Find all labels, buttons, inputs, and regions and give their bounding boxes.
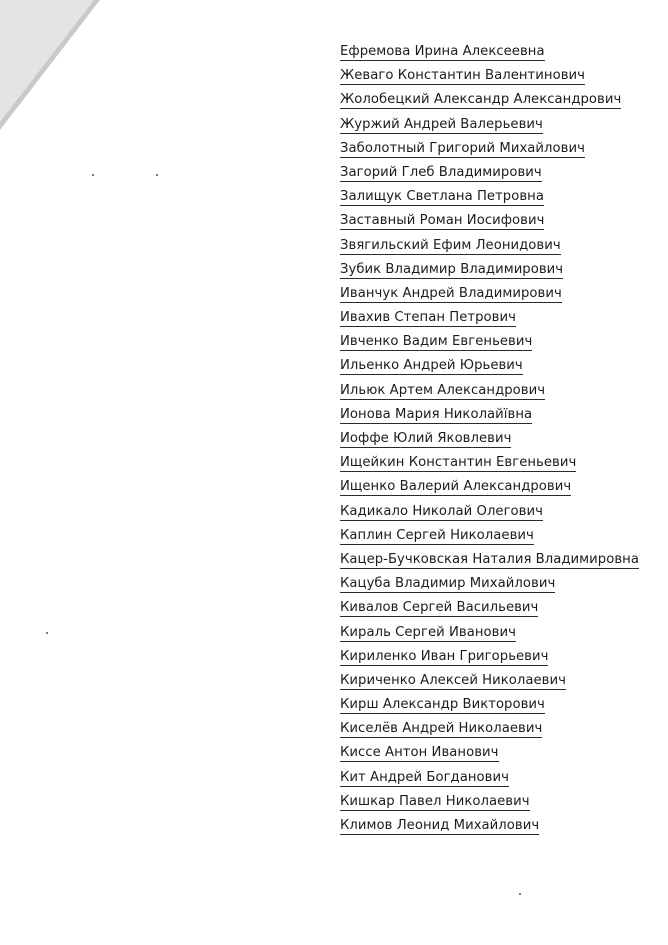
list-item: [340, 475, 639, 499]
name-text: Кадикало Николай Олегович: [340, 503, 543, 519]
list-item: [340, 524, 639, 548]
name-text: Киссе Антон Иванович: [340, 745, 499, 761]
list-item: [340, 88, 639, 112]
list-item: [340, 814, 639, 838]
name-text: Заболотный Григорий Михайлович: [340, 140, 585, 156]
name-text: Заставный Роман Иосифович: [340, 213, 545, 229]
name-text: Каплин Сергей Николаевич: [340, 527, 534, 543]
name-text: Кацер-Бучковская Наталия Владимировна: [340, 551, 639, 567]
list-item: [340, 621, 639, 645]
name-text: Ефремова Ирина Алексеевна: [340, 44, 545, 59]
name-text: Кит Андрей Богданович: [340, 769, 509, 785]
list-item: [340, 306, 639, 330]
name-text: Ищейкин Константин Евгеньевич: [340, 455, 577, 471]
name-text: Ионова Мария Николайївна: [340, 406, 533, 422]
name-text: Залищук Светлана Петровна: [340, 189, 544, 205]
name-text: Ильенко Андрей Юрьевич: [340, 358, 523, 374]
list-item: [340, 330, 639, 354]
name-text: Кишкар Павел Николаевич: [340, 793, 530, 809]
name-text: Загорий Глеб Владимирович: [340, 164, 542, 180]
list-item: [340, 548, 639, 572]
list-item: [340, 258, 639, 282]
folded-corner-shade: [0, 0, 94, 122]
list-item: [340, 741, 639, 765]
list-item: [340, 137, 639, 161]
list-item: [340, 500, 639, 524]
list-item: [340, 40, 639, 64]
name-text: Ищенко Валерий Александрович: [340, 479, 572, 495]
list-item: [340, 64, 639, 88]
list-item: [340, 645, 639, 669]
name-text: Климов Леонид Михайлович: [340, 818, 540, 833]
list-item: [340, 717, 639, 741]
name-text: Кивалов Сергей Васильевич: [340, 600, 539, 616]
list-item: [340, 669, 639, 693]
names-list: [340, 40, 639, 838]
name-text: Кириленко Иван Григорьевич: [340, 648, 549, 664]
list-item: [340, 209, 639, 233]
list-item: [340, 161, 639, 185]
list-item: [340, 693, 639, 717]
list-item: [340, 766, 639, 790]
scan-speck: [519, 893, 521, 895]
name-text: Журжий Андрей Валерьевич: [340, 116, 543, 132]
list-item: [340, 113, 639, 137]
name-text: Кираль Сергей Иванович: [340, 624, 516, 640]
list-item: [340, 282, 639, 306]
name-text: Киселёв Андрей Николаевич: [340, 721, 543, 737]
name-text: Зубик Владимир Владимирович: [340, 261, 564, 277]
scan-speck: [156, 174, 158, 176]
list-item: [340, 427, 639, 451]
list-item: [340, 403, 639, 427]
list-item: [340, 354, 639, 378]
name-text: Иванчук Андрей Владимирович: [340, 285, 562, 301]
name-text: Ивахив Степан Петрович: [340, 310, 516, 326]
name-text: Звягильский Ефим Леонидович: [340, 237, 561, 253]
scan-speck: [92, 174, 94, 176]
name-text: Кириченко Алексей Николаевич: [340, 672, 566, 688]
list-item: [340, 596, 639, 620]
list-item: [340, 234, 639, 258]
name-text: Кацуба Владимир Михайлович: [340, 576, 556, 592]
list-item: [340, 379, 639, 403]
list-item: [340, 790, 639, 814]
list-item: [340, 572, 639, 596]
name-text: Жеваго Константин Валентинович: [340, 68, 585, 84]
scan-speck: [46, 632, 48, 634]
name-text: Жолобецкий Александр Александрович: [340, 92, 622, 108]
name-text: Кирш Александр Викторович: [340, 697, 545, 713]
name-text: Ильюк Артем Александрович: [340, 382, 546, 398]
list-item: [340, 185, 639, 209]
name-text: Ивченко Вадим Евгеньевич: [340, 334, 533, 350]
name-text: Иоффе Юлий Яковлевич: [340, 431, 512, 446]
list-item: [340, 451, 639, 475]
